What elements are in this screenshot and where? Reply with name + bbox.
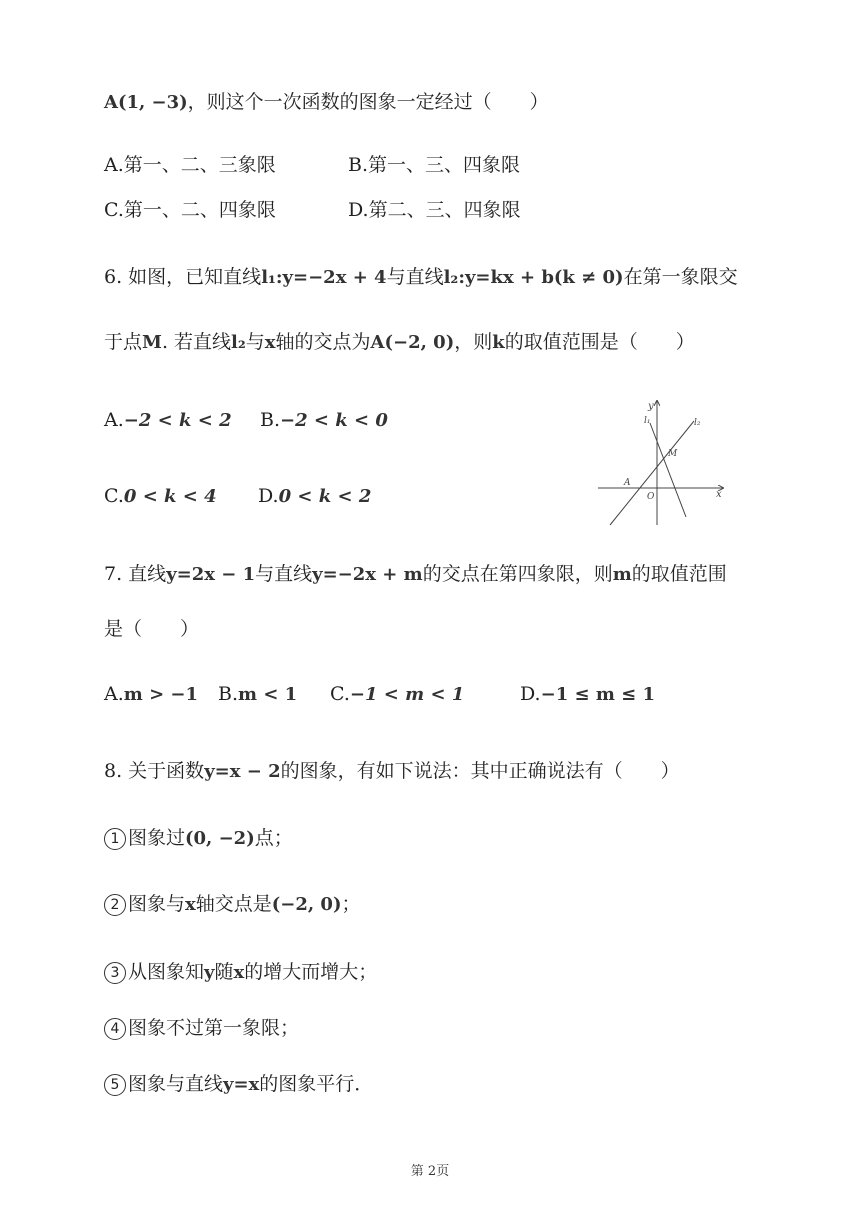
- statement-text: 图象过: [128, 827, 186, 849]
- q6-line-l2: l₂:y=kx + b(k ≠ 0): [443, 267, 624, 288]
- option-label: A.: [104, 409, 124, 431]
- q6-line-l1: l₁:y=−2x + 4: [261, 267, 387, 288]
- statement-text: 的图象平行．: [259, 1073, 374, 1095]
- fig-l2-label: l₂: [694, 418, 701, 428]
- circled-number: 2: [104, 894, 126, 916]
- option-expr: 0 < k < 4: [123, 486, 217, 507]
- option-label: C.: [104, 485, 124, 507]
- statement-math: (−2, 0): [271, 894, 342, 915]
- statement-text: 随: [214, 961, 234, 983]
- q6-text: 如图，已知直线: [128, 266, 262, 288]
- q6-stem-line2: [104, 330, 695, 355]
- q7-option-d: [520, 682, 655, 707]
- q5-option-c: C.第一、二、四象限: [104, 199, 276, 221]
- q7-stem-line2: 是（ ）: [104, 618, 200, 640]
- circled-number: 1: [104, 828, 126, 850]
- q6-text: 的取值范围是（ ）: [504, 331, 695, 353]
- q7-text: 直线: [128, 563, 167, 585]
- statement-text: 从图象知: [128, 961, 205, 983]
- q8-text: 的图象，有如下说法：其中正确说法有（ ）: [280, 760, 680, 782]
- q8-statement-4: [104, 1016, 299, 1040]
- circled-number: 5: [104, 1074, 126, 1096]
- fig-l1-label: l₁: [644, 416, 651, 426]
- option-label: D.: [520, 683, 541, 705]
- q7-text: 的取值范围: [631, 563, 727, 585]
- q5-option-d: D.第二、三、四象限: [348, 199, 521, 221]
- q7-number: 7.: [104, 563, 129, 585]
- q8-text: 关于函数: [128, 760, 205, 782]
- q7-line-1: y=2x − 1: [166, 564, 256, 585]
- q6-text: 轴的交点为: [275, 331, 371, 353]
- q5-stem: [104, 90, 549, 115]
- q8-statement-2: [104, 892, 360, 917]
- q8-statement-5: [104, 1072, 373, 1097]
- statement-text: 图象与直线: [128, 1073, 224, 1095]
- q6-text: 在第一象限交: [623, 266, 738, 288]
- q7-line-2: y=−2x + m: [312, 564, 423, 585]
- statement-text: 点；: [254, 827, 293, 849]
- statement-text: ；: [341, 893, 361, 915]
- q6-text: 与直线: [386, 266, 444, 288]
- statement-math: y: [204, 962, 215, 983]
- q8-statement-3: [104, 960, 377, 985]
- option-expr: −1 ≤ m ≤ 1: [540, 684, 656, 705]
- q7-option-c: [330, 682, 464, 707]
- q5-option-a: A.第一、二、三象限: [104, 154, 276, 176]
- option-expr: −2 < k < 2: [123, 410, 232, 431]
- option-label: A.: [104, 683, 124, 705]
- statement-text: 轴交点是: [195, 893, 272, 915]
- statement-text: 的增大而增大；: [244, 961, 378, 983]
- q6-x-var: x: [264, 332, 276, 353]
- q8-statement-1: [104, 826, 293, 851]
- option-expr: m < 1: [238, 684, 298, 705]
- option-expr: −2 < k < 0: [280, 410, 388, 431]
- option-label: B.: [218, 683, 239, 705]
- statement-text: 图象不过第一象限；: [128, 1017, 300, 1039]
- q6-option-a: [104, 408, 232, 433]
- q5-option-b: B.第一、三、四象限: [348, 154, 521, 176]
- q7-stem-line1: [104, 562, 727, 587]
- q6-line-l2-ref: l₂: [231, 332, 246, 353]
- q7-option-b: [218, 682, 297, 707]
- q8-function: y=x − 2: [204, 761, 281, 782]
- q6-k-var: k: [492, 332, 505, 353]
- q6-figure: [590, 395, 735, 530]
- q6-option-c: [104, 484, 217, 509]
- statement-math: x: [233, 962, 245, 983]
- statement-math: x: [185, 894, 196, 915]
- q6-text: ，则: [454, 331, 493, 353]
- q6-text: 与: [245, 331, 265, 353]
- q7-m-var: m: [612, 564, 632, 585]
- q6-number: 6.: [104, 266, 129, 288]
- page-number: 第 2页: [410, 1164, 450, 1179]
- statement-math: y=x: [223, 1074, 260, 1095]
- option-expr: m > −1: [123, 684, 199, 705]
- option-label: C.: [330, 683, 350, 705]
- q6-stem-line1: [104, 265, 738, 290]
- q7-text: 的交点在第四象限，则: [422, 563, 613, 585]
- q5-stem-text: ，则这个一次函数的图象一定经过（ ）: [187, 91, 549, 113]
- circled-number: 3: [104, 962, 126, 984]
- fig-m-label: M: [668, 449, 678, 459]
- q8-number: 8.: [104, 760, 129, 782]
- option-expr: −1 < m < 1: [349, 684, 465, 705]
- option-expr: 0 < k < 2: [278, 486, 372, 507]
- q5-point: A(1, −3): [104, 92, 188, 113]
- q6-point-m: M: [142, 332, 162, 353]
- option-label: B.: [260, 409, 281, 431]
- q6-point-a: A(−2, 0): [370, 332, 455, 353]
- q6-text: 于点: [104, 331, 143, 353]
- option-label: D.: [258, 485, 279, 507]
- circled-number: 4: [104, 1018, 126, 1040]
- statement-math: (0, −2): [185, 828, 255, 849]
- q7-text: 与直线: [255, 563, 313, 585]
- fig-y-label: y: [648, 401, 654, 412]
- fig-a-label: A: [624, 478, 631, 488]
- statement-text: 图象与: [128, 893, 186, 915]
- fig-x-label: x: [716, 489, 722, 500]
- q6-text: . 若直线: [161, 331, 232, 353]
- q8-stem: [104, 759, 680, 784]
- q6-option-b: [260, 408, 388, 433]
- line-l2: [610, 421, 694, 525]
- q7-option-a: [104, 682, 198, 707]
- q6-option-d: [258, 484, 371, 509]
- fig-o-label: O: [647, 492, 655, 502]
